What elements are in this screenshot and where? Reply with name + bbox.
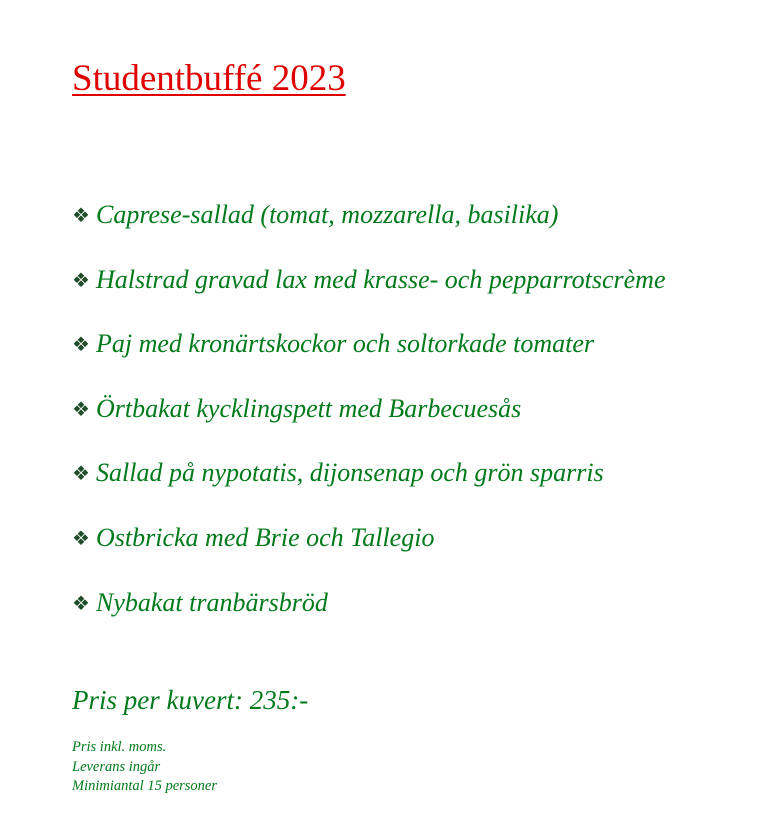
four-diamond-ornament-icon: ❖	[72, 332, 90, 357]
four-diamond-ornament-icon: ❖	[72, 396, 90, 421]
four-diamond-ornament-icon: ❖	[72, 590, 90, 615]
note-delivery: Leverans ingår	[72, 758, 161, 775]
menu-item-label: Sallad på nypotatis, dijonsenap och grön sparris	[96, 458, 604, 488]
note-vat: Pris inkl. moms.	[72, 739, 167, 755]
menu-item	[72, 325, 666, 390]
menu-item-label: Ostbricka med Brie och Tallegio	[96, 522, 435, 552]
note-minimum: Minimiantal 15 personer	[72, 778, 217, 794]
menu-item	[72, 390, 666, 455]
menu-item	[72, 584, 666, 649]
four-diamond-ornament-icon: ❖	[72, 461, 90, 486]
four-diamond-ornament-icon: ❖	[72, 525, 90, 550]
menu-item-label: Paj med kronärtskockor och soltorkade tomater	[96, 329, 594, 359]
four-diamond-ornament-icon: ❖	[72, 267, 90, 292]
price-per-cover: Pris per kuvert: 235:-	[72, 685, 309, 715]
notes-list	[72, 738, 217, 797]
menu-list	[72, 196, 666, 648]
menu-item	[72, 261, 666, 326]
menu-item-label: Halstrad gravad lax med krasse- och pepparrotscrème	[96, 264, 666, 294]
menu-item	[72, 519, 666, 584]
menu-item-label: Örtbakat kycklingspett med Barbecuesås	[96, 393, 522, 423]
menu-item-label: Caprese-sallad (tomat, mozzarella, basilika)	[96, 200, 559, 229]
menu-item	[72, 454, 666, 519]
menu-item	[72, 196, 666, 261]
four-diamond-ornament-icon: ❖	[72, 203, 90, 227]
menu-item-label: Nybakat tranbärsbröd	[96, 587, 328, 617]
page-title: Studentbuffé 2023	[72, 58, 346, 99]
